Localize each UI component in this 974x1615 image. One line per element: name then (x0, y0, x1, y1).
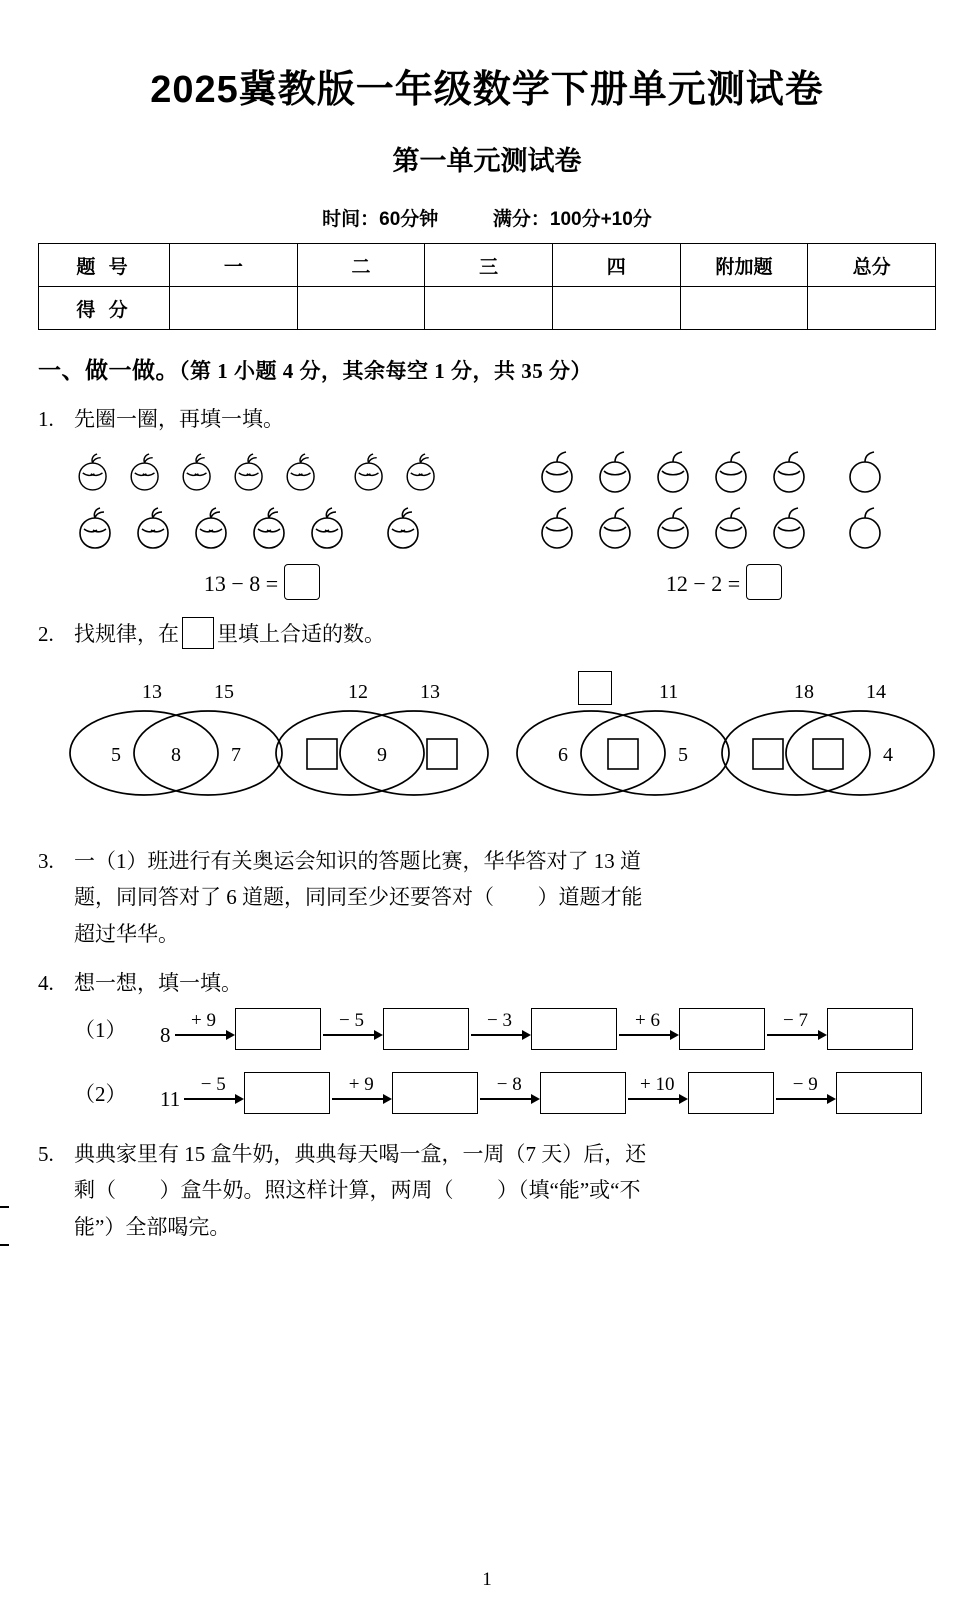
venn-1-top-right-label: 15 (214, 680, 234, 703)
total-score-label: 满分：100分+10分 (492, 209, 652, 230)
orange-icon (842, 447, 900, 497)
question-5-line-2b: ）盒牛奶。照这样计算，两周（ (159, 1178, 454, 1203)
arrow-op (774, 1073, 836, 1108)
arrow-op-label: − 5 (200, 1073, 226, 1095)
peach-icon (380, 503, 438, 553)
arrow-op (765, 1009, 827, 1044)
peach-icon (400, 447, 452, 497)
arrow-op (469, 1009, 531, 1044)
answer-box (307, 739, 337, 769)
score-entry-cell[interactable] (680, 287, 808, 330)
question-1-text: 先圈一圈，再填一填。 (74, 407, 284, 431)
chain-row-1 (74, 1008, 936, 1050)
time-label: 时间：60分钟 (322, 209, 439, 230)
arrow-op-label: − 7 (783, 1009, 808, 1031)
question-4-text: 想一想，填一填。 (74, 970, 242, 995)
orange-icon (534, 503, 592, 553)
answer-box[interactable] (235, 1008, 321, 1050)
arrow-op-label: + 10 (640, 1073, 675, 1095)
arrow-op-label: + 6 (635, 1009, 660, 1031)
worksheet-page (0, 58, 974, 1615)
venn-1-top-left-label: 13 (142, 680, 162, 703)
section-heading-text: 一、做一做。 (38, 357, 179, 383)
peach-icon (280, 447, 332, 497)
peach-icon (246, 503, 304, 553)
question-3-text (74, 843, 936, 953)
answer-box[interactable] (392, 1072, 478, 1114)
question-3-number: 3. (38, 848, 54, 873)
score-table-header-cell: 二 (297, 244, 425, 287)
peach-icon (304, 503, 362, 553)
peach-icon (72, 447, 124, 497)
chain-2-label-text: （2） (74, 1081, 127, 1106)
answer-box (753, 739, 783, 769)
answer-box[interactable] (531, 1008, 617, 1050)
equation-text: 13 − 8 = (203, 570, 279, 596)
question-5-line-2 (74, 1172, 936, 1209)
answer-box[interactable] (284, 564, 320, 600)
question-5-line-3: 能”）全部喝完。 (74, 1215, 231, 1239)
orange-icon (650, 503, 708, 553)
arrow-op (330, 1073, 392, 1108)
venn-1-mid-value: 8 (171, 743, 181, 766)
arrow-op-label: − 5 (339, 1009, 364, 1031)
arrow-op (321, 1009, 383, 1044)
peach-icon (188, 503, 246, 553)
venn-diagram-1 (68, 703, 284, 803)
section-heading (38, 352, 936, 385)
question-2-text-before: 找规律，在 (74, 621, 179, 646)
question-1 (38, 401, 936, 438)
peach-icon (130, 503, 188, 553)
orange-icon (650, 447, 708, 497)
answer-box[interactable] (836, 1072, 922, 1114)
venn-3-left-value: 6 (558, 743, 568, 766)
peach-group (72, 444, 452, 600)
chain-1-start: 8 (160, 1022, 171, 1047)
question-3-line-2b: ）道题才能 (537, 885, 643, 910)
chain-1-label (74, 1014, 160, 1044)
peach-row-2 (72, 500, 452, 556)
peach-icon (124, 447, 176, 497)
score-table (38, 243, 936, 330)
question-3-line-2a: 题，同同答对了 6 道题，同同至少还要答对（ (74, 885, 494, 910)
score-entry-cell[interactable] (808, 287, 936, 330)
equation-text: 12 − 2 = (665, 570, 741, 596)
page-number: 1 (482, 1569, 492, 1590)
score-entry-cell[interactable] (552, 287, 680, 330)
section-heading-note: （第 1 小题 4 分，其余每空 1 分，共 35 分） (179, 359, 592, 383)
question-2-number: 2. (38, 621, 54, 646)
question-5-text (74, 1136, 936, 1246)
arrow-op-label: − 8 (496, 1073, 522, 1095)
venn-4-top-right-label: 14 (866, 680, 886, 703)
answer-box[interactable] (827, 1008, 913, 1050)
question-3-line-1: 一（1）班进行有关奥运会知识的答题比赛，华华答对了 13 道 (74, 848, 641, 873)
score-entry-cell[interactable] (425, 287, 553, 330)
venn-3-top-right-label: 11 (659, 680, 679, 703)
score-entry-cell[interactable] (170, 287, 298, 330)
orange-icon (592, 447, 650, 497)
answer-blank[interactable] (494, 885, 538, 909)
answer-box (427, 739, 457, 769)
peach-row-1 (72, 444, 452, 500)
venn-4-right-value: 4 (883, 743, 893, 766)
score-table-header-cell: 总分 (808, 244, 936, 287)
question-5-line-2a: 剩（ (74, 1178, 116, 1203)
question-5-line-2c: ）（填“能”或“不 (497, 1178, 641, 1203)
question-1-right-equation (534, 564, 914, 600)
question-4-chains (38, 1008, 936, 1114)
answer-box[interactable] (679, 1008, 765, 1050)
question-1-figures (38, 444, 936, 600)
answer-box[interactable] (540, 1072, 626, 1114)
peach-icon (348, 447, 400, 497)
answer-blank[interactable] (454, 1178, 498, 1202)
venn-2-top-left-label: 12 (348, 680, 368, 703)
orange-row-2 (534, 500, 914, 556)
question-5-line-1: 典典家里有 15 盒牛奶，典典每天喝一盒，一周（7 天）后，还 (74, 1141, 647, 1166)
question-1-left-equation (72, 564, 452, 600)
question-1-number: 1. (38, 407, 54, 431)
table-row (39, 287, 936, 330)
orange-icon (842, 503, 900, 553)
question-2 (38, 616, 936, 653)
orange-icon (708, 447, 766, 497)
score-table-header-cell: 一 (170, 244, 298, 287)
question-3-line-3: 超过华华。 (74, 922, 179, 946)
page-title: 2025冀教版一年级数学下册单元测试卷 (150, 69, 824, 111)
orange-row-1 (534, 444, 914, 500)
answer-box (813, 739, 843, 769)
arrow-op (626, 1073, 688, 1108)
venn-diagram-4 (720, 703, 936, 803)
orange-icon (708, 503, 766, 553)
score-entry-cell[interactable] (297, 287, 425, 330)
table-row (39, 244, 936, 287)
chain-1-label-text: （1） (74, 1017, 127, 1042)
venn-2-mid-value: 9 (377, 743, 387, 766)
question-3-line-2 (74, 879, 936, 916)
orange-icon (534, 447, 592, 497)
question-3 (38, 843, 936, 953)
peach-icon (72, 503, 130, 553)
chain-2-start: 11 (160, 1086, 181, 1111)
orange-icon (766, 447, 824, 497)
question-4 (38, 965, 936, 1002)
score-table-header-cell: 附加题 (680, 244, 808, 287)
question-2-figures (38, 667, 936, 817)
edge-mark (0, 1206, 9, 1208)
arrow-op-label: − 3 (487, 1009, 512, 1031)
answer-blank[interactable] (116, 1178, 160, 1202)
arrow-op-label: + 9 (348, 1073, 374, 1095)
score-table-label-cell: 得 分 (39, 287, 170, 330)
answer-box[interactable] (383, 1008, 469, 1050)
chain-2-label (74, 1078, 160, 1108)
orange-icon (592, 503, 650, 553)
answer-box[interactable] (244, 1072, 330, 1114)
venn-diagram-2 (274, 703, 490, 803)
answer-box[interactable] (578, 671, 612, 705)
question-2-text (74, 616, 936, 653)
peach-icon (176, 447, 228, 497)
exam-meta (38, 204, 936, 231)
answer-box[interactable] (182, 617, 214, 649)
arrow-op (173, 1009, 235, 1044)
answer-box[interactable] (688, 1072, 774, 1114)
score-table-header-cell: 四 (552, 244, 680, 287)
arrow-op-label: + 9 (191, 1009, 216, 1031)
venn-2-top-right-label: 13 (420, 680, 440, 703)
question-2-text-after: 里填上合适的数。 (217, 621, 385, 646)
orange-group (534, 444, 914, 600)
answer-box[interactable] (746, 564, 782, 600)
question-4-number: 4. (38, 970, 54, 995)
arrow-op (478, 1073, 540, 1108)
score-table-header-cell: 题 号 (39, 244, 170, 287)
edge-mark (0, 1244, 9, 1246)
arrow-op (617, 1009, 679, 1044)
peach-icon (228, 447, 280, 497)
venn-1-left-value: 5 (111, 743, 121, 766)
question-5-number: 5. (38, 1141, 54, 1166)
venn-diagram-3 (515, 703, 731, 803)
venn-1-right-value: 7 (231, 743, 241, 766)
arrow-op (182, 1073, 244, 1108)
score-table-header-cell: 三 (425, 244, 553, 287)
chain-row-2 (74, 1072, 936, 1114)
orange-icon (766, 503, 824, 553)
venn-3-right-value: 5 (678, 743, 688, 766)
page-subtitle: 第一单元测试卷 (392, 146, 582, 176)
answer-box (608, 739, 638, 769)
question-5 (38, 1136, 936, 1246)
arrow-op-label: − 9 (792, 1073, 818, 1095)
venn-4-top-left-label: 18 (794, 680, 814, 703)
